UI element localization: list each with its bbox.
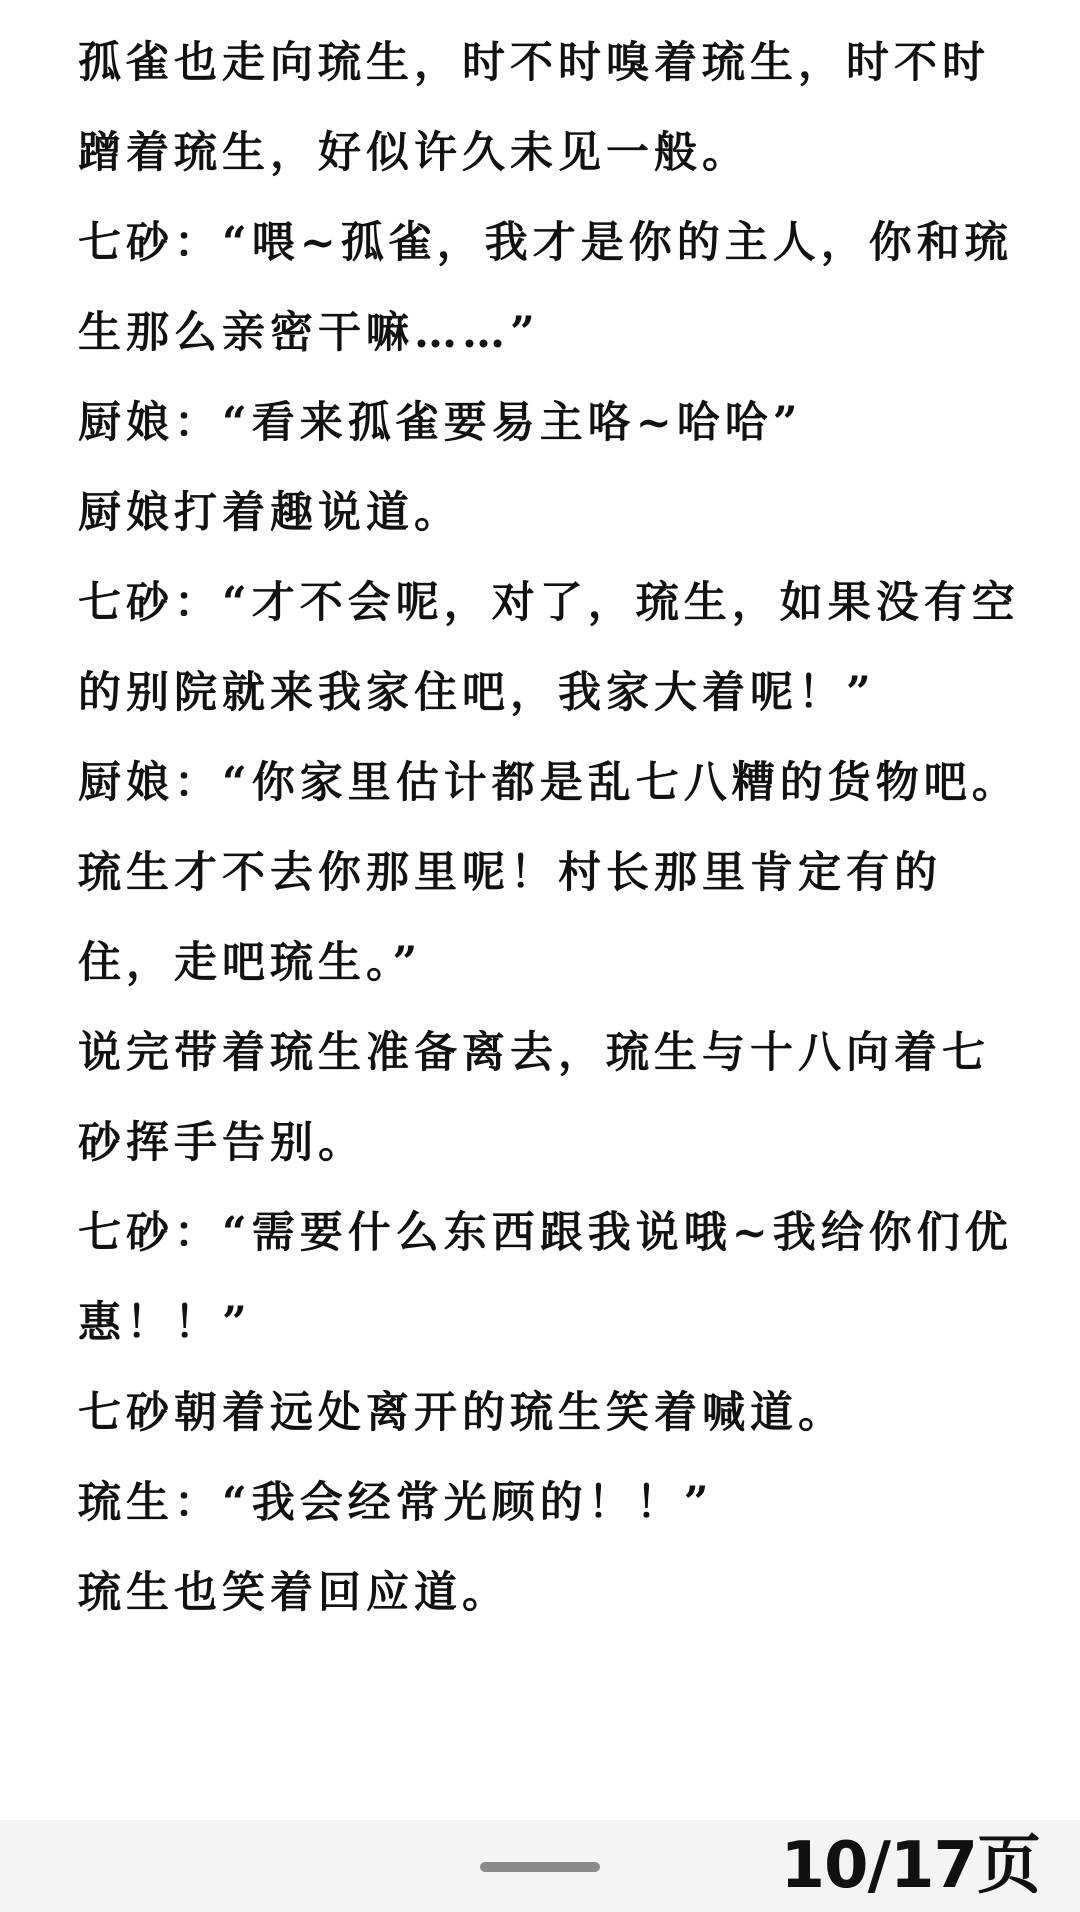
text-line: 生那么亲密干嘛……” xyxy=(78,308,540,358)
text-line: 说完带着琉生准备离去，琉生与十八向着七 xyxy=(78,1028,990,1078)
home-gesture-handle[interactable] xyxy=(480,1862,600,1872)
text-line: 七砂：“需要什么东西跟我说哦~我给你们优 xyxy=(78,1208,1013,1258)
text-line: 七砂：“喂~孤雀，我才是你的主人，你和琉 xyxy=(78,218,1013,268)
text-line: 琉生才不去你那里呢！村长那里肯定有的 xyxy=(78,848,942,898)
text-line: 的别院就来我家住吧，我家大着呢！” xyxy=(78,668,876,718)
text-line: 厨娘：“你家里估计都是乱七八糟的货物吧。 xyxy=(78,758,1020,808)
bottom-bar xyxy=(0,1820,1080,1912)
text-line: 蹭着琉生，好似许久未见一般。 xyxy=(78,128,750,178)
text-line: 琉生：“我会经常光顾的！！” xyxy=(78,1478,714,1528)
text-line: 孤雀也走向琉生，时不时嗅着琉生，时不时 xyxy=(78,38,990,88)
text-line: 住，走吧琉生。” xyxy=(78,938,423,988)
paragraph-gap xyxy=(78,1638,1008,1818)
chapter-text xyxy=(78,18,1020,1820)
text-line: 厨娘打着趣说道。 xyxy=(78,488,462,538)
text-line: 七砂：“才不会呢，对了，琉生，如果没有空 xyxy=(78,578,1020,628)
text-line: 厨娘：“看来孤雀要易主咯~哈哈” xyxy=(78,398,803,448)
text-line: 七砂朝着远处离开的琉生笑着喊道。 xyxy=(78,1388,846,1438)
text-line: 惠！！” xyxy=(78,1298,252,1348)
text-line: 琉生也笑着回应道。 xyxy=(78,1568,510,1618)
text-line: 砂挥手告别。 xyxy=(78,1118,366,1168)
page-indicator: 10/17页 xyxy=(780,1829,1040,1903)
